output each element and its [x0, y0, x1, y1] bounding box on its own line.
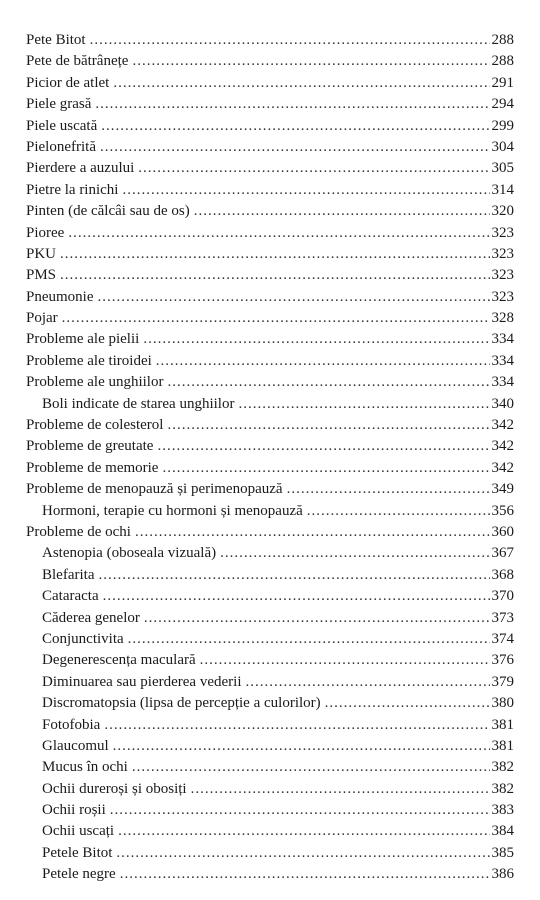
- index-entry: [26, 51, 514, 72]
- dot-leader: [287, 479, 490, 500]
- entry-label: Mucus în ochi: [42, 759, 128, 776]
- entry-label: Fotofobia: [42, 716, 101, 733]
- index-subentry: [26, 715, 514, 736]
- entry-page-number: 342: [491, 417, 514, 434]
- dot-leader: [110, 800, 490, 821]
- index-subentry: [26, 543, 514, 564]
- entry-page-number: 380: [491, 695, 514, 712]
- index-subentry: [26, 800, 514, 821]
- index-subentry: [26, 650, 514, 671]
- dot-leader: [104, 715, 489, 736]
- dot-leader: [325, 693, 490, 714]
- index-subentry: [26, 608, 514, 629]
- entry-label: Cataracta: [42, 588, 99, 605]
- dot-leader: [167, 415, 489, 436]
- entry-page-number: 334: [491, 374, 514, 391]
- dot-leader: [103, 586, 490, 607]
- dot-leader: [200, 650, 490, 671]
- entry-page-number: 291: [491, 74, 514, 91]
- entry-page-number: 386: [491, 866, 514, 883]
- dot-leader: [98, 565, 489, 586]
- dot-leader: [156, 351, 490, 372]
- dot-leader: [120, 864, 490, 885]
- entry-label: Blefarita: [42, 566, 95, 583]
- entry-label: Probleme de ochi: [26, 523, 131, 540]
- dot-leader: [98, 287, 490, 308]
- dot-leader: [143, 329, 489, 350]
- entry-label: Pete de bătrânețe: [26, 53, 129, 70]
- entry-page-number: 381: [491, 716, 514, 733]
- entry-page-number: 382: [491, 780, 514, 797]
- dot-leader: [144, 608, 490, 629]
- entry-label: Piele uscată: [26, 117, 98, 134]
- entry-page-number: 368: [491, 566, 514, 583]
- index-entry: [26, 158, 514, 179]
- entry-label: Petele Bitot: [42, 844, 113, 861]
- dot-leader: [90, 30, 490, 51]
- dot-leader: [245, 672, 489, 693]
- index-subentry: [26, 501, 514, 522]
- index-entry: [26, 308, 514, 329]
- dot-leader: [135, 522, 490, 543]
- entry-label: Pielonefrită: [26, 138, 96, 155]
- index-subentry: [26, 757, 514, 778]
- index-subentry: [26, 629, 514, 650]
- entry-label: Ochii uscați: [42, 823, 115, 840]
- dot-leader: [122, 180, 489, 201]
- dot-leader: [220, 543, 489, 564]
- dot-leader: [307, 501, 490, 522]
- entry-label: Glaucomul: [42, 737, 109, 754]
- entry-page-number: 294: [491, 96, 514, 113]
- dot-leader: [167, 372, 489, 393]
- index-entry: [26, 287, 514, 308]
- entry-page-number: 305: [491, 160, 514, 177]
- dot-leader: [95, 94, 489, 115]
- index-entry: [26, 116, 514, 137]
- index-entry: [26, 30, 514, 51]
- entry-label: Hormoni, terapie cu hormoni și menopauză: [42, 502, 303, 519]
- entry-label: Pierdere a auzului: [26, 160, 135, 177]
- dot-leader: [60, 265, 489, 286]
- dot-leader: [128, 629, 490, 650]
- entry-label: Probleme de greutate: [26, 438, 154, 455]
- dot-leader: [116, 843, 489, 864]
- dot-leader: [162, 458, 489, 479]
- index-entry: [26, 244, 514, 265]
- entry-page-number: 374: [491, 630, 514, 647]
- dot-leader: [113, 736, 490, 757]
- entry-label: PKU: [26, 245, 57, 262]
- dot-leader: [62, 308, 490, 329]
- index-entry: [26, 180, 514, 201]
- entry-page-number: 379: [491, 673, 514, 690]
- index-entry: [26, 372, 514, 393]
- entry-label: Picior de atlet: [26, 74, 110, 91]
- index-entry: [26, 265, 514, 286]
- dot-leader: [194, 201, 490, 222]
- entry-page-number: 323: [491, 288, 514, 305]
- entry-page-number: 356: [491, 502, 514, 519]
- dot-leader: [113, 73, 489, 94]
- entry-label: Probleme ale tiroidei: [26, 352, 152, 369]
- dot-leader: [191, 779, 490, 800]
- index-entry: [26, 223, 514, 244]
- entry-label: Pete Bitot: [26, 32, 86, 48]
- entry-page-number: 360: [491, 523, 514, 540]
- index-subentry: [26, 864, 514, 885]
- dot-leader: [101, 116, 489, 137]
- entry-page-number: 340: [491, 395, 514, 412]
- dot-leader: [238, 394, 489, 415]
- entry-page-number: 349: [491, 481, 514, 498]
- entry-page-number: 381: [491, 737, 514, 754]
- entry-label: Probleme de colesterol: [26, 417, 164, 434]
- entry-label: Diminuarea sau pierderea vederii: [42, 673, 242, 690]
- dot-leader: [132, 51, 489, 72]
- index-entry: [26, 522, 514, 543]
- entry-label: Pinten (de călcâi sau de os): [26, 203, 190, 220]
- index-subentry: [26, 736, 514, 757]
- entry-label: Probleme ale unghiilor: [26, 374, 164, 391]
- index-list: [26, 30, 514, 886]
- entry-label: Căderea genelor: [42, 609, 140, 626]
- entry-page-number: 304: [491, 138, 514, 155]
- entry-label: Probleme ale pielii: [26, 331, 140, 348]
- index-entry: [26, 415, 514, 436]
- index-subentry: [26, 586, 514, 607]
- entry-label: Pneumonie: [26, 288, 94, 305]
- dot-leader: [60, 244, 489, 265]
- entry-page-number: 334: [491, 331, 514, 348]
- entry-label: Conjunctivita: [42, 630, 124, 647]
- index-entry: [26, 73, 514, 94]
- index-subentry: [26, 565, 514, 586]
- entry-label: PMS: [26, 267, 57, 284]
- entry-page-number: 323: [491, 224, 514, 241]
- dot-leader: [118, 821, 489, 842]
- entry-label: Pioree: [26, 224, 65, 241]
- entry-page-number: 320: [491, 203, 514, 220]
- dot-leader: [138, 158, 489, 179]
- entry-label: Ochii roșii: [42, 802, 106, 819]
- entry-page-number: 376: [491, 652, 514, 669]
- entry-label: Probleme de memorie: [26, 459, 159, 476]
- index-subentry: [26, 779, 514, 800]
- entry-label: Pojar: [26, 310, 58, 327]
- index-subentry: [26, 821, 514, 842]
- entry-page-number: 334: [491, 352, 514, 369]
- index-subentry: [26, 672, 514, 693]
- entry-page-number: 314: [491, 181, 514, 198]
- dot-leader: [157, 436, 489, 457]
- entry-page-number: 385: [491, 844, 514, 861]
- entry-page-number: 323: [491, 267, 514, 284]
- entry-page-number: 382: [491, 759, 514, 776]
- entry-page-number: 342: [491, 459, 514, 476]
- entry-label: Pietre la rinichi: [26, 181, 119, 198]
- dot-leader: [100, 137, 490, 158]
- entry-page-number: 367: [491, 545, 514, 562]
- entry-page-number: 370: [491, 588, 514, 605]
- entry-page-number: 328: [491, 310, 514, 327]
- entry-page-number: 323: [491, 245, 514, 262]
- entry-page-number: 288: [491, 53, 514, 70]
- entry-label: Ochii dureroși și obosiți: [42, 780, 187, 797]
- index-entry: [26, 201, 514, 222]
- entry-page-number: 384: [491, 823, 514, 840]
- entry-page-number: 342: [491, 438, 514, 455]
- dot-leader: [132, 757, 490, 778]
- entry-page-number: 373: [491, 609, 514, 626]
- entry-label: Probleme de menopauză și perimenopauză: [26, 481, 283, 498]
- entry-label: Piele grasă: [26, 96, 92, 113]
- entry-page-number: 288: [491, 32, 514, 48]
- entry-label: Boli indicate de starea unghiilor: [42, 395, 235, 412]
- index-entry: [26, 458, 514, 479]
- entry-page-number: 299: [491, 117, 514, 134]
- index-entry: [26, 479, 514, 500]
- index-subentry: [26, 693, 514, 714]
- entry-label: Petele negre: [42, 866, 116, 883]
- dot-leader: [68, 223, 489, 244]
- index-entry: [26, 137, 514, 158]
- index-entry: [26, 329, 514, 350]
- index-entry: [26, 351, 514, 372]
- index-entry: [26, 436, 514, 457]
- entry-page-number: 383: [491, 802, 514, 819]
- entry-label: Astenopia (oboseala vizuală): [42, 545, 217, 562]
- entry-label: Degenerescența maculară: [42, 652, 196, 669]
- index-subentry: [26, 843, 514, 864]
- entry-label: Discromatopsia (lipsa de percepție a culorilor): [42, 695, 321, 712]
- index-entry: [26, 94, 514, 115]
- index-subentry: [26, 394, 514, 415]
